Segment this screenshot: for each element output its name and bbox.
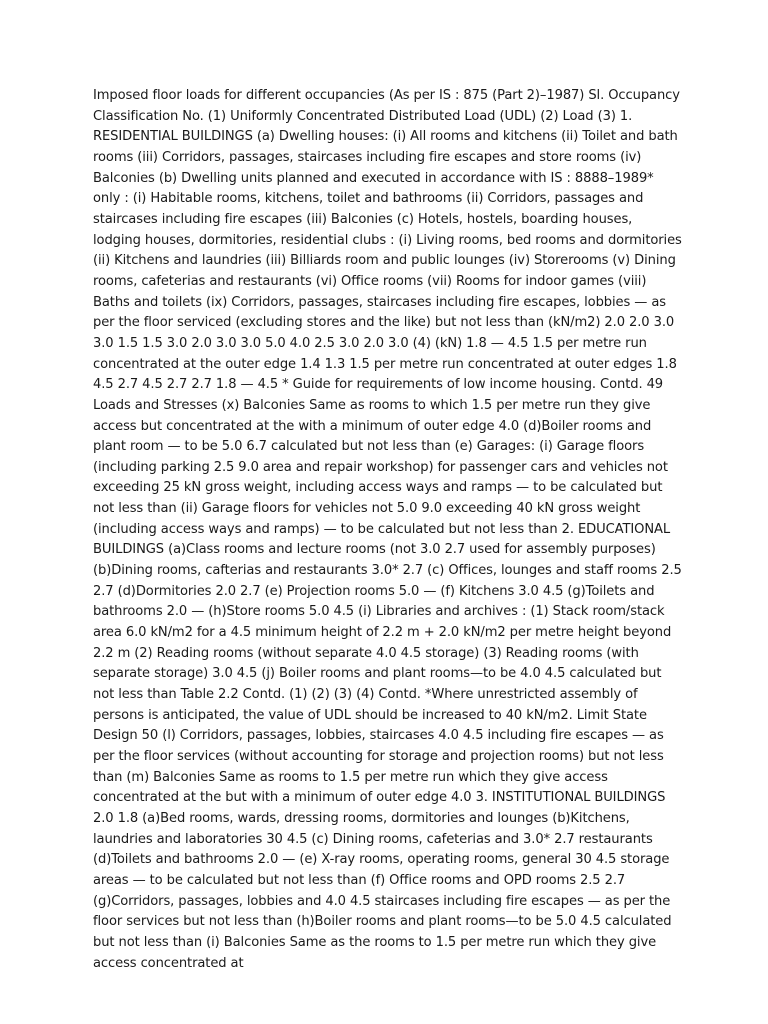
document-page [93,86,683,974]
body-paragraph: Imposed floor loads for different occupancies (As per IS : 875 (Part 2)–1987) Sl. Occupancy Classification No. (1) Uniformly Concentrated Distributed Load (UDL) (2) Load (3) 1. RESIDENTIAL BUILDINGS (a) Dwelling houses: (i) All rooms and kitchens (ii) Toilet and bath rooms (iii) Corridors, passages, staircases including fire escapes and store rooms (iv) Balconies (b) Dwelling units planned and executed in accordance with IS : 8888–1989* only : (i) Habitable rooms, kitchens, toilet and bathrooms (ii) Corridors, passages and staircases including fire escapes (iii) Balconies (c) Hotels, hostels, boarding houses, lodging houses, dormitories, residential clubs : (i) Living rooms, bed rooms and dormitories (ii) Kitchens and laundries (iii) Billiards room and public lounges (iv) Storerooms (v) Dining rooms, cafeterias and restaurants (vi) Office rooms (vii) Rooms for indoor games (viii) Baths and toilets (ix) Corridors, passages, staircases including fire escapes, lobbies — as per the floor serviced (excluding stores and the like) but not less than (kN/m2) 2.0 2.0 3.0 3.0 1.5 1.5 3.0 2.0 3.0 3.0 5.0 4.0 2.5 3.0 2.0 3.0 (4) (kN) 1.8 — 4.5 1.5 per metre run concentrated at the outer edge 1.4 1.3 1.5 per metre run concentrated at outer edges 1.8 4.5 2.7 4.5 2.7 2.7 1.8 — 4.5 * Guide for requirements of low income housing. Contd. 49 Loads and Stresses (x) Balconies Same as rooms to which 1.5 per metre run they give access but concentrated at the with a minimum of outer edge 4.0 (d)Boiler rooms and plant room — to be 5.0 6.7 calculated but not less than (e) Garages: (i) Garage floors (including parking 2.5 9.0 area and repair workshop) for passenger cars and vehicles not exceeding 25 kN gross weight, including access ways and ramps — to be calculated but not less than (ii) Garage floors for vehicles not 5.0 9.0 exceeding 40 kN gross weight (including access ways and ramps) — to be calculated but not less than 2. EDUCATIONAL BUILDINGS (a)Class rooms and lecture rooms (not 3.0 2.7 used for assembly purposes) (b)Dining rooms, cafterias and restaurants 3.0* 2.7 (c) Offices, lounges and staff rooms 2.5 2.7 (d)Dormitories 2.0 2.7 (e) Projection rooms 5.0 — (f) Kitchens 3.0 4.5 (g)Toilets and bathrooms 2.0 — (h)Store rooms 5.0 4.5 (i) Libraries and archives : (1) Stack room/stack area 6.0 kN/m2 for a 4.5 minimum height of 2.2 m + 2.0 kN/m2 per metre height beyond 2.2 m (2) Reading rooms (without separate 4.0 4.5 storage) (3) Reading rooms (with separate storage) 3.0 4.5 (j) Boiler rooms and plant rooms—to be 4.0 4.5 calculated but not less than Table 2.2 Contd. (1) (2) (3) (4) Contd. *Where unrestricted assembly of persons is anticipated, the value of UDL should be increased to 40 kN/m2. Limit State Design 50 (l) Corridors, passages, lobbies, staircases 4.0 4.5 including fire escapes — as per the floor services (without accounting for storage and projection rooms) but not less than (m) Balconies Same as rooms to 1.5 per metre run which they give access concentrated at the but with a minimum of outer edge 4.0 3. INSTITUTIONAL BUILDINGS 2.0 1.8 (a)Bed rooms, wards, dressing rooms, dormitories and lounges (b)Kitchens, laundries and laboratories 30 4.5 (c) Dining rooms, cafeterias and 3.0* 2.7 restaurants (d)Toilets and bathrooms 2.0 — (e) X-ray rooms, operating rooms, general 30 4.5 storage areas — to be calculated but not less than (f) Office rooms and OPD rooms 2.5 2.7 (g)Corridors, passages, lobbies and 4.0 4.5 staircases including fire escapes — as per the floor services but not less than (h)Boiler rooms and plant rooms—to be 5.0 4.5 calculated but not less than (i) Balconies Same as the rooms to 1.5 per metre run which they give access concentrated at [93,88,682,971]
